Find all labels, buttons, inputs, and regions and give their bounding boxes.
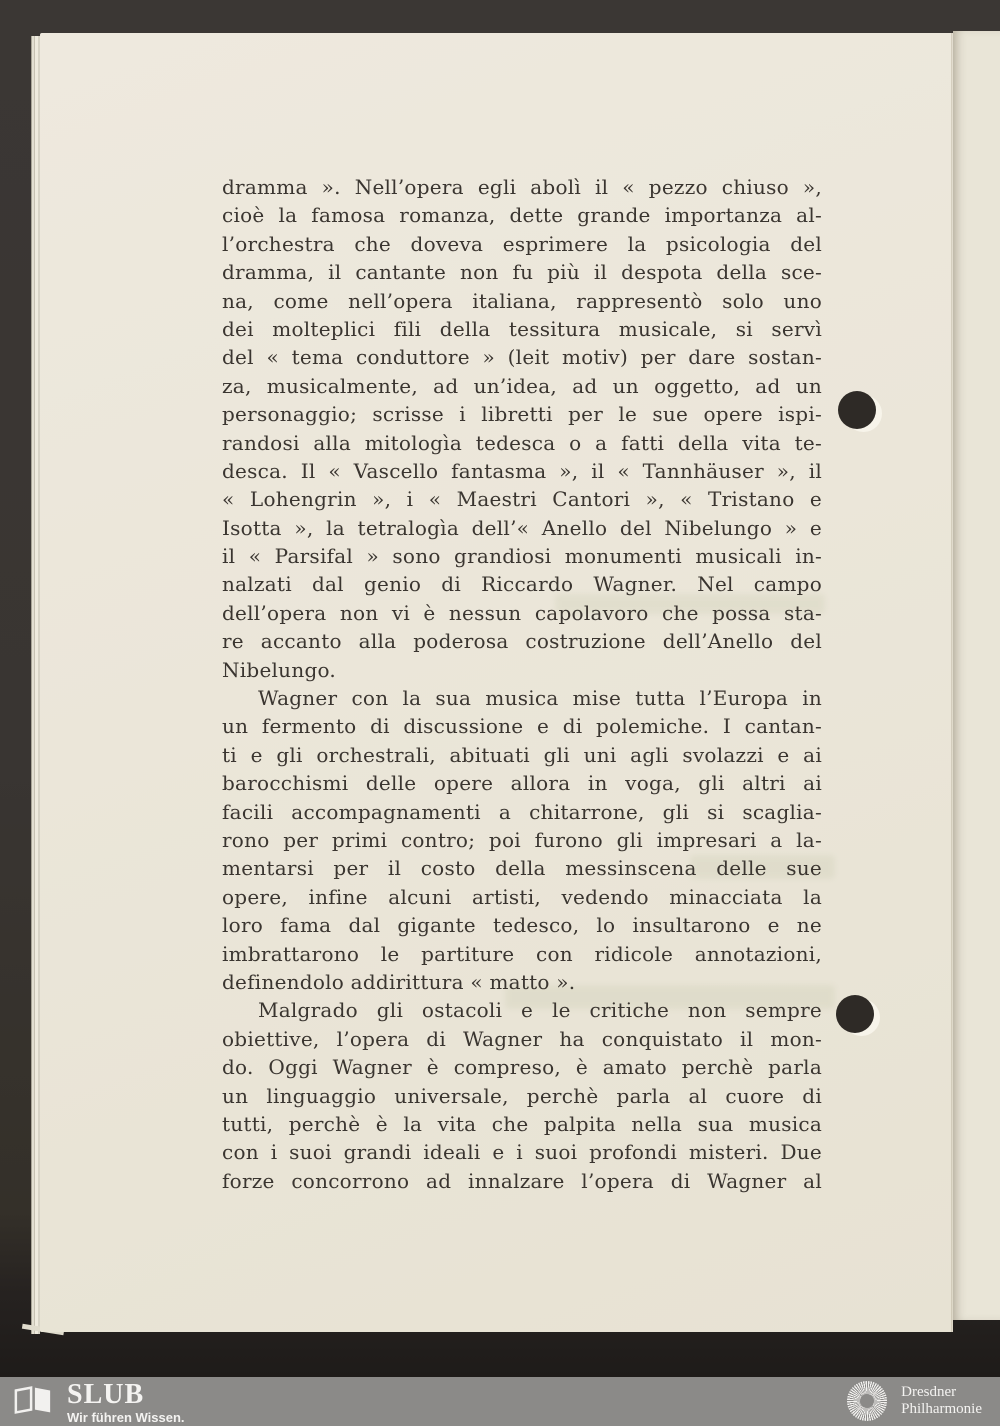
text-line: « Lohengrin », i « Maestri Cantori », « Tristano e	[222, 487, 822, 512]
text-line: definendolo addirittura « matto ».	[222, 969, 576, 994]
text-line: del « tema conduttore » (leit motiv) per dare sostan-	[222, 345, 822, 370]
text-line: cioè la famosa romanza, dette grande importanza al-	[222, 203, 822, 228]
text-line: na, come nell’opera italiana, rappresentò solo uno	[222, 288, 822, 313]
scanned-page	[40, 33, 953, 1332]
text-line: con i suoi grandi ideali e i suoi profondi misteri. Due	[222, 1140, 822, 1165]
adjacent-page-edge	[953, 31, 1000, 1320]
slub-wordmark: SLUB	[67, 1379, 145, 1410]
philharmonie-sunburst-icon	[847, 1381, 887, 1421]
text-line: ti e gli orchestrali, abituati gli uni agli svolazzi e ai	[222, 742, 822, 767]
text-line: forze concorrono ad innalzare l’opera di Wagner al	[222, 1168, 822, 1193]
paragraph	[222, 684, 822, 996]
text-line: mentarsi per il costo della messinscena delle sue	[222, 856, 822, 881]
text-line: un linguaggio universale, perchè parla al cuore di	[222, 1083, 822, 1108]
text-line: nalzati dal genio di Riccardo Wagner. Nel campo	[222, 572, 822, 597]
text-line: Nibelungo.	[222, 657, 337, 682]
text-line: re accanto alla poderosa costruzione dell’Anello del	[222, 629, 822, 654]
text-line: dei molteplici fili della tessitura musicale, si servì	[222, 316, 822, 341]
text-line: Isotta », la tetralogìa dell’« Anello del Nibelungo » e	[222, 515, 822, 540]
dresdner-philharmonie-logo	[847, 1381, 982, 1421]
text-line: rono per primi contro; poi furono gli impresari a la-	[222, 827, 822, 852]
text-line: obiettive, l’opera di Wagner ha conquistato il mon-	[222, 1026, 822, 1051]
text-line: loro fama dal gigante tedesco, lo insultarono e ne	[222, 913, 822, 938]
slub-tagline: Wir führen Wissen.	[67, 1410, 185, 1425]
text-line: personaggio; scrisse i libretti per le sue opere ispi-	[222, 402, 822, 427]
text-line: facili accompagnamenti a chitarrone, gli si scaglia-	[222, 799, 822, 824]
page-fold-line	[951, 33, 953, 1332]
paragraph	[222, 996, 822, 1195]
text-line: dramma, il cantante non fu più il despota della sce-	[222, 260, 822, 285]
text-line: tutti, perchè è la vita che palpita nella sua musica	[222, 1111, 822, 1136]
text-line: dell’opera non vi è nessun capolavoro che possa sta-	[222, 600, 822, 625]
text-line: un fermento di discussione e di polemiche. I cantan-	[222, 714, 822, 739]
slub-logo	[13, 1379, 185, 1425]
text-line: imbrattarono le partiture con ridicole annotazioni,	[222, 941, 822, 966]
page-text	[222, 173, 822, 1195]
paragraph	[222, 173, 822, 684]
text-line: dramma ». Nell’opera egli abolì il « pezzo chiuso »,	[222, 175, 822, 199]
text-line: za, musicalmente, ad un’idea, ad un oggetto, ad un	[222, 373, 822, 398]
hole-punch	[838, 391, 882, 435]
text-line: barocchismi delle opere allora in voga, gli altri ai	[222, 771, 822, 796]
viewer-footer	[0, 1377, 1000, 1426]
text-line: Wagner con la sua musica mise tutta l’Europa in	[258, 686, 822, 711]
text-line: Malgrado gli ostacoli e le critiche non sempre	[258, 998, 822, 1023]
slub-book-icon	[13, 1385, 53, 1417]
text-line: desca. Il « Vascello fantasma », il « Tannhäuser », il	[222, 458, 822, 483]
text-line: l’orchestra che doveva esprimere la psicologia del	[222, 231, 822, 256]
page-stack-edge	[31, 36, 40, 1334]
text-line: opere, infine alcuni artisti, vedendo minacciata la	[222, 884, 822, 909]
text-line: randosi alla mitologìa tedesca o a fatti della vita te-	[222, 430, 822, 455]
philharmonie-name-line1: Dresdner	[901, 1384, 957, 1400]
philharmonie-name-line2: Philharmonie	[901, 1401, 982, 1417]
hole-punch	[836, 995, 880, 1039]
text-line: do. Oggi Wagner è compreso, è amato perchè parla	[222, 1055, 822, 1080]
text-line: il « Parsifal » sono grandiosi monumenti musicali in-	[222, 544, 822, 569]
